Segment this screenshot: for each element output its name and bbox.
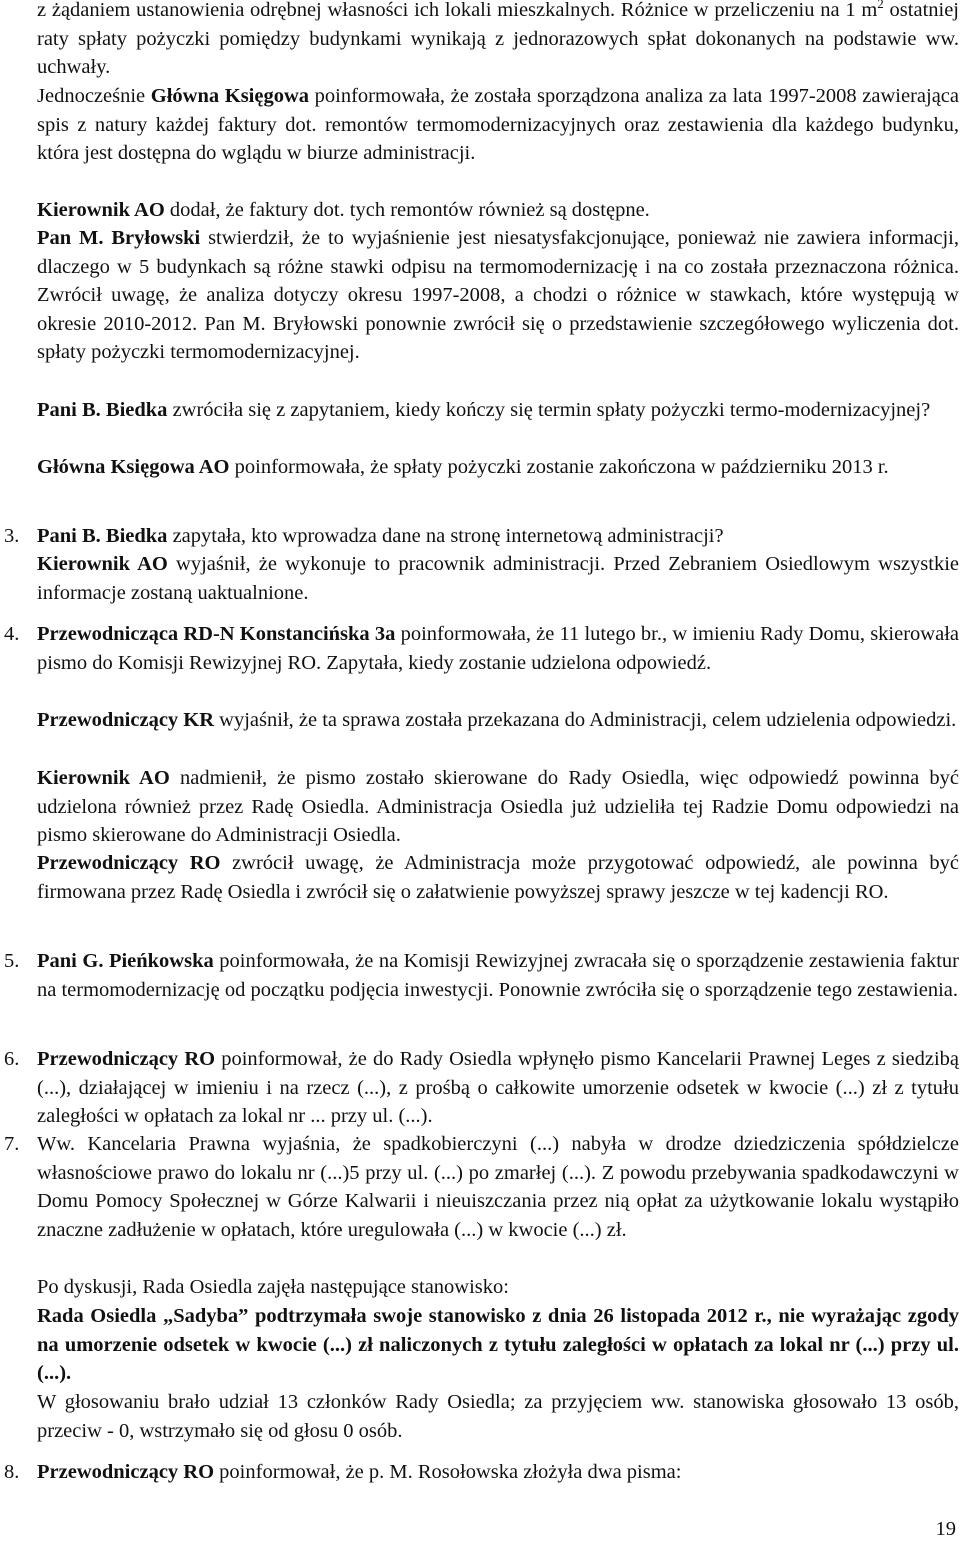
text-run: nadmienił, że pismo zostało skierowane do Rady Osiedla, więc odpowiedź powinna być udzielona również przez Radę Osiedla. Administracja Osiedla już udzieliła tej Radzie Domu odpowiedzi na pismo skierowane do Administracji Osiedla. [37,767,960,846]
paragraph [37,764,959,850]
paragraph [37,224,959,367]
text-run: poinformowała, że została sporządzona analiza za lata 1997-2008 zawierająca spis z natury każdej faktury dot. remontów termomodernizacyjnych oraz zestawienia dla każdego budynku, która jest dostępna do wglądu w biurze administracji. [37,85,959,164]
list-number: 7. [4,1133,20,1155]
paragraph [37,1458,959,1487]
bold-text: Przewodniczący KR [37,709,215,731]
list-number: 6. [4,1048,20,1070]
text-run: zwrócił uwagę, że Administracja może przygotować odpowiedź, ale powinna być firmowana przez Radę Osiedla i zwrócił się o załatwienie powyższej sprawy jeszcze w tej kadencji RO. [37,852,959,903]
text-run: poinformował, że do Rady Osiedla wpłynęło pismo Kancelarii Prawnej Leges z siedzibą (...), działającej w imieniu i na rzecz (...), z prośbą o całkowite umorzenie odsetek w kwocie (...) zł z tytułu zaległości w opłatach za lokal nr ... przy ul. (...). [37,1048,959,1127]
paragraph [37,1388,959,1445]
paragraph [37,849,959,906]
paragraph [37,522,959,551]
text-run: Ww. Kancelaria Prawna wyjaśnia, że spadkobierczyni (...) nabyła w drodze dziedziczenia spółdzielcze własnościowe prawo do lokalu nr (...)5 przy ul. (...) po zmarłej (...). Z powodu przebywania spadkodawczyni w Domu Pomocy Społecznej w Górze Kalwarii i nieuiszczania przez nią opłat za użytkowanie lokalu wystąpiło znaczne zadłużenie w opłatach, które uregulowała (...) w kwocie (...) zł. [37,1133,959,1241]
bold-text: Przewodniczący RO [37,1461,215,1483]
text-run: z żądaniem ustanowienia odrębnej własności ich lokali mieszkalnych. Różnice w przeliczeniu na 1 m [37,0,878,21]
paragraph [37,0,959,82]
bold-text: Przewodniczący RO [37,1048,216,1070]
bold-text: Główna Księgowa [150,85,310,107]
list-number: 4. [4,623,20,645]
text-run: zapytała, kto wprowadza dane na stronę internetową administracji? [167,525,724,547]
paragraph [37,1273,959,1302]
text-run: stwierdził, że to wyjaśnienie jest niesatysfakcjonujące, ponieważ nie zawiera informacji, dlaczego w 5 budynkach są różne stawki odpisu na termomodernizację i na co została przeznaczona różnica. Zwrócił uwagę, że analiza dotyczy okresu 1997-2008, a chodzi o różnice w stawkach, które występują w okresie 2010-2012. Pan M. Bryłowski ponownie zwrócił się o przedstawienie szczegółowego wyliczenia dot. spłaty pożyczki termomodernizacyjnej. [37,227,959,363]
text-run: Po dyskusji, Rada Osiedla zajęła następujące stanowisko: [37,1276,509,1298]
text-run: zwróciła się z zapytaniem, kiedy kończy się termin spłaty pożyczki termo-modernizacyjnej? [167,399,931,421]
bold-text: Kierownik AO [37,553,168,575]
text-run: wyjaśnił, że wykonuje to pracownik administracji. Przed Zebraniem Osiedlowym wszystkie informacje zostaną uaktualnione. [37,553,960,604]
text-run: poinformował, że p. M. Rosołowska złożyła dwa pisma: [214,1461,682,1483]
paragraph [37,620,959,677]
paragraph [37,1302,959,1388]
text-run: Jednocześnie [37,85,151,107]
paragraph [37,196,959,225]
paragraph [37,550,959,607]
list-number: 3. [4,525,20,547]
list-number: 8. [4,1461,20,1483]
bold-text: Przewodniczący RO [37,852,221,874]
text-run: wyjaśnił, że ta sprawa została przekazana do Administracji, celem udzielenia odpowiedzi. [214,709,957,731]
list-number: 5. [4,950,20,972]
paragraph [37,947,959,1004]
text-run: W głosowaniu brało udział 13 członków Rady Osiedla; za przyjęciem ww. stanowiska głosowało 13 osób, przeciw - 0, wstrzymało się od głosu 0 osób. [37,1391,959,1442]
bold-text: Główna Księgowa AO [37,456,230,478]
paragraph [37,82,959,168]
bold-text: Pani G. Pieńkowska [37,950,214,972]
bold-text: Przewodnicząca RD-N Konstancińska 3a [37,623,396,645]
paragraph [37,1130,959,1244]
paragraph [37,706,959,735]
paragraph [37,1045,959,1131]
text-run: dodał, że faktury dot. tych remontów również są dostępne. [164,199,650,221]
text-run: poinformowała, że na Komisji Rewizyjnej zwracała się o sporządzenie zestawienia faktur na termomodernizację od początku podjęcia inwestycji. Ponownie zwróciła się o sporządzenie tego zestawienia. [37,950,959,1001]
bold-text: Kierownik AO [37,767,170,789]
bold-text: Pan M. Bryłowski [37,227,201,249]
paragraph [37,396,959,425]
bold-text: Pani B. Biedka [37,399,168,421]
page-number: 19 [935,1518,956,1540]
text-run: poinformowała, że 11 lutego br., w imieniu Rady Domu, skierowała pismo do Komisji Rewizyjnej RO. Zapytała, kiedy zostanie udzielona odpowiedź. [37,623,959,674]
text-run: poinformowała, że spłaty pożyczki zostanie zakończona w październiku 2013 r. [229,456,889,478]
bold-text: Rada Osiedla „Sadyba” podtrzymała swoje stanowisko z dnia 26 listopada 2012 r., nie wyrażając zgody na umorzenie odsetek w kwocie (...) zł naliczonych z tytułu zaległości w opłatach za lokal nr (...) przy ul. (...). [37,1305,959,1384]
paragraph [37,453,959,482]
bold-text: Kierownik AO [37,199,165,221]
text-run: ostatniej raty spłaty pożyczki pomiędzy budynkami wynikają z jednorazowych spłat dokonanych na podstawie ww. uchwały. [37,0,959,78]
bold-text: Pani B. Biedka [37,525,168,547]
superscript: 2 [877,0,884,11]
